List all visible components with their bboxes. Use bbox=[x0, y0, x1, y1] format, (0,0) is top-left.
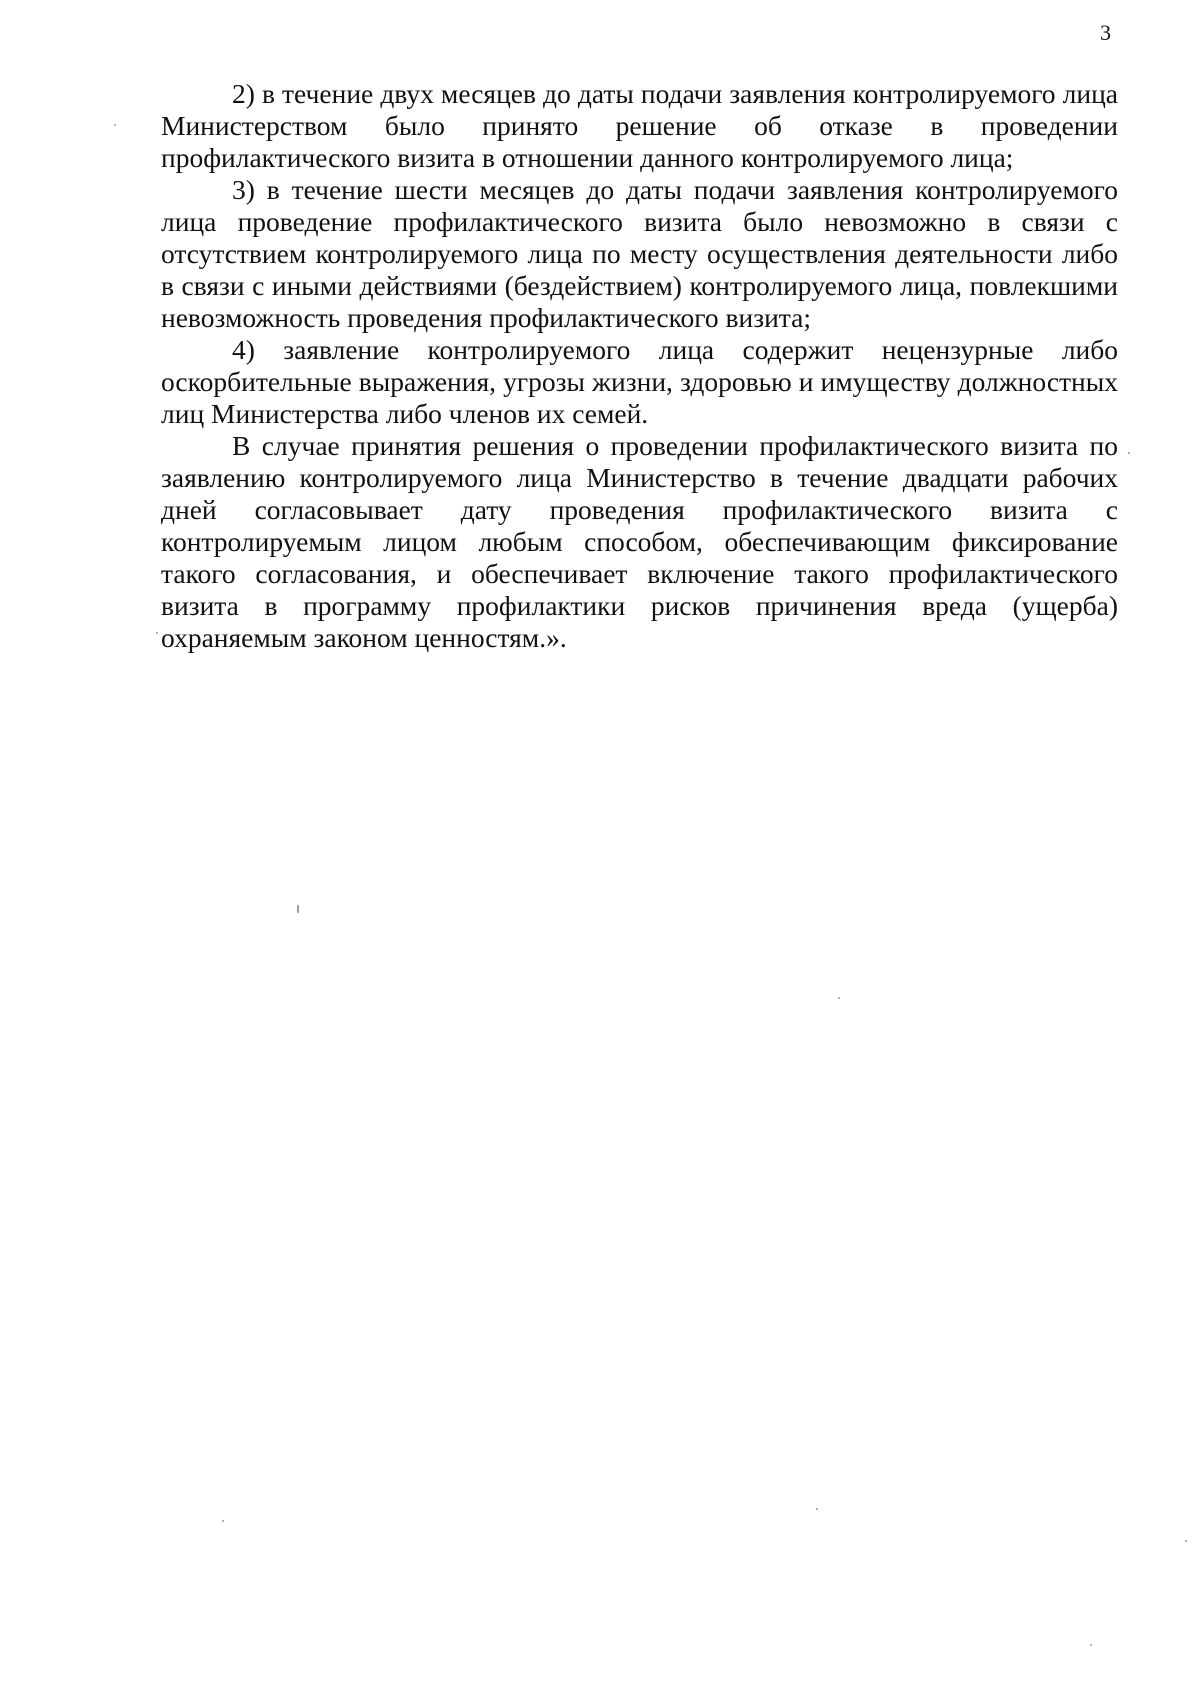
paragraph-item-4: 4) заявление контролируемого лица содержит нецензурные либо оскорбительные выражения, угрозы жизни, здоровью и имуществу должностных лиц Министерства либо членов их семей. bbox=[161, 334, 1118, 429]
scan-speck bbox=[1090, 1644, 1092, 1646]
paragraph-item-2: 2) в течение двух месяцев до даты подачи заявления контролируемого лица Министерством было принято решение об отказе в проведении профилактического визита в отношении данного контролируемого лица; bbox=[161, 78, 1118, 173]
scan-speck bbox=[1185, 1540, 1187, 1542]
document-body bbox=[161, 78, 1118, 654]
scan-speck bbox=[156, 632, 158, 634]
scan-speck bbox=[1128, 452, 1130, 454]
paragraph-item-3: 3) в течение шести месяцев до даты подачи заявления контролируемого лица проведение профилактического визита было невозможно в связи с отсутствием контролируемого лица по месту осуществления деятельности либо в связи с иными действиями (бездействием) контролируемого лица, повлекшими невозможность проведения профилактического визита; bbox=[161, 174, 1118, 333]
scan-speck bbox=[838, 997, 840, 999]
paragraph-decision: В случае принятия решения о проведении профилактического визита по заявлению контролируемого лица Министерство в течение двадцати рабочих дней согласовывает дату проведения профилактического визита с контролируемым лицом любым способом, обеспечивающим фиксирование такого согласования, и обеспечивает включение такого профилактического визита в программу профилактики рисков причинения вреда (ущерба) охраняемым законом ценностям.». bbox=[161, 430, 1118, 653]
scan-speck bbox=[222, 1520, 224, 1522]
page-number: 3 bbox=[1100, 20, 1111, 45]
scan-speck bbox=[114, 124, 116, 126]
scan-speck bbox=[297, 905, 299, 913]
scan-speck bbox=[816, 1508, 818, 1510]
